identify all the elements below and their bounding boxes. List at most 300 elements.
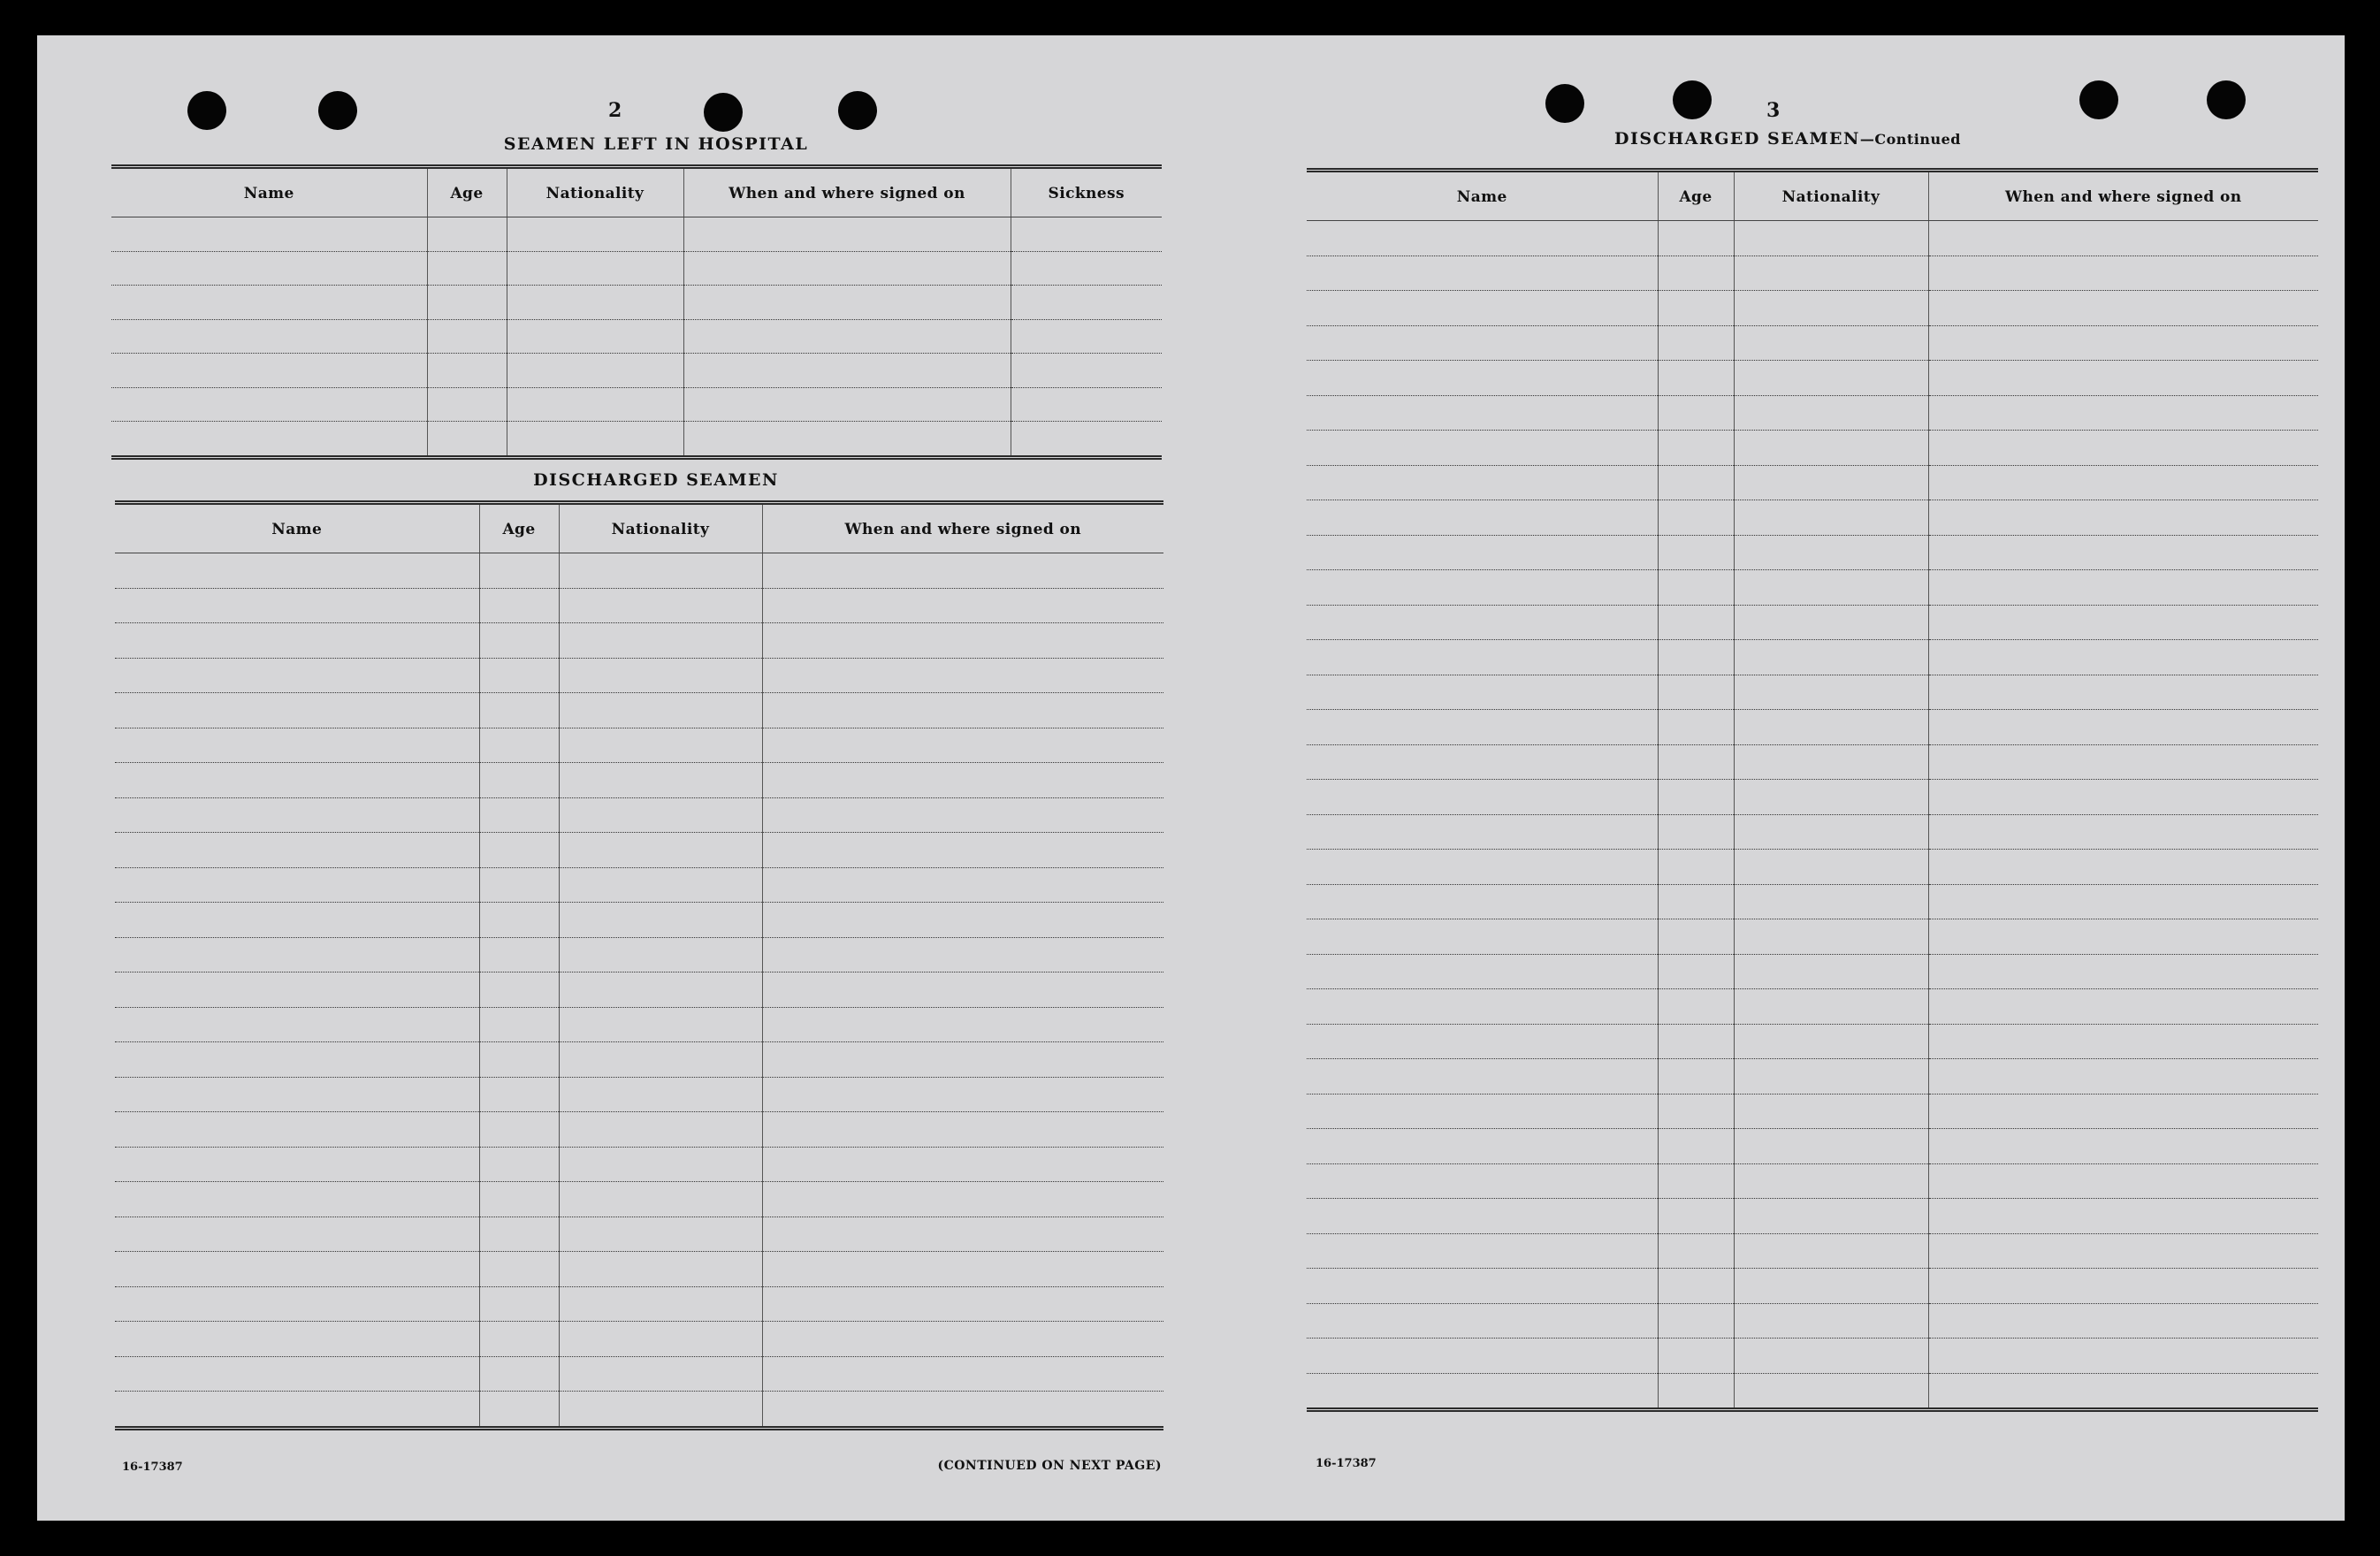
table-row	[115, 1286, 1163, 1322]
blank-cell	[1307, 1163, 1658, 1199]
blank-cell	[1658, 535, 1734, 570]
blank-cell	[479, 1286, 559, 1322]
blank-cell	[559, 903, 762, 938]
table-row	[1307, 850, 2318, 885]
blank-cell	[115, 867, 479, 903]
blank-cell	[762, 972, 1163, 1008]
blank-cell	[1307, 744, 1658, 780]
blank-cell	[1307, 1339, 1658, 1374]
blank-cell	[1928, 710, 2318, 745]
blank-cell	[1928, 1269, 2318, 1304]
table-row	[115, 588, 1163, 623]
blank-cell	[1307, 1094, 1658, 1129]
blank-cell	[1928, 1233, 2318, 1269]
blank-cell	[559, 588, 762, 623]
blank-cell	[115, 623, 479, 659]
table-row	[115, 797, 1163, 833]
blank-cell	[1307, 1129, 1658, 1164]
blank-cell	[559, 1356, 762, 1392]
blank-cell	[479, 1112, 559, 1148]
table-row	[115, 763, 1163, 798]
blank-cell	[1307, 640, 1658, 675]
table-row	[1307, 221, 2318, 256]
table-row	[115, 1392, 1163, 1429]
blank-cell	[479, 1322, 559, 1357]
blank-cell	[762, 1147, 1163, 1182]
hospital-table	[111, 164, 1162, 460]
blank-cell	[507, 319, 683, 354]
blank-cell	[1734, 780, 1928, 815]
blank-cell	[1928, 954, 2318, 989]
blank-cell	[762, 1252, 1163, 1287]
blank-cell	[111, 251, 427, 286]
blank-cell	[1307, 780, 1658, 815]
blank-cell	[427, 387, 507, 422]
blank-cell	[1658, 744, 1734, 780]
blank-cell	[1307, 361, 1658, 396]
table-row	[111, 217, 1162, 252]
blank-cell	[1928, 361, 2318, 396]
blank-cell	[115, 1392, 479, 1429]
left-page	[37, 35, 1186, 1521]
column-header-nationality: Nationality	[559, 503, 762, 553]
table-row	[115, 972, 1163, 1008]
blank-cell	[115, 728, 479, 763]
blank-cell	[427, 354, 507, 388]
blank-cell	[762, 867, 1163, 903]
table-row	[115, 937, 1163, 972]
table-row	[1307, 1373, 2318, 1410]
blank-cell	[1734, 1129, 1928, 1164]
table-row	[1307, 675, 2318, 710]
blank-cell	[1307, 465, 1658, 500]
blank-cell	[762, 1217, 1163, 1252]
table-row	[1307, 1024, 2318, 1059]
punch-hole	[1545, 84, 1584, 123]
table-row	[115, 903, 1163, 938]
discharged-continued-table	[1307, 168, 2318, 1412]
blank-cell	[762, 1112, 1163, 1148]
blank-cell	[1658, 325, 1734, 361]
table-row	[1307, 465, 2318, 500]
blank-cell	[1658, 1094, 1734, 1129]
blank-cell	[559, 728, 762, 763]
blank-cell	[1734, 1269, 1928, 1304]
blank-cell	[762, 553, 1163, 589]
blank-cell	[762, 658, 1163, 693]
blank-cell	[479, 1217, 559, 1252]
blank-cell	[1658, 1129, 1734, 1164]
blank-cell	[559, 1077, 762, 1112]
table-row	[1307, 605, 2318, 640]
blank-cell	[427, 422, 507, 458]
blank-cell	[1658, 989, 1734, 1025]
blank-cell	[1928, 1163, 2318, 1199]
blank-cell	[1928, 780, 2318, 815]
blank-cell	[1734, 884, 1928, 919]
blank-cell	[115, 553, 479, 589]
form-number: 16-17387	[122, 1461, 183, 1474]
blank-cell	[479, 1252, 559, 1287]
blank-cell	[479, 1042, 559, 1078]
blank-cell	[1734, 465, 1928, 500]
blank-cell	[1928, 989, 2318, 1025]
discharged-table-body	[115, 553, 1163, 1429]
blank-cell	[1307, 1373, 1658, 1410]
blank-cell	[479, 1007, 559, 1042]
table-row	[1307, 1233, 2318, 1269]
blank-cell	[1307, 884, 1658, 919]
blank-cell	[1928, 1373, 2318, 1410]
page-number: 2	[608, 99, 622, 122]
blank-cell	[507, 251, 683, 286]
blank-cell	[1658, 395, 1734, 431]
column-header-age: Age	[1658, 171, 1734, 221]
column-header-nationality: Nationality	[1734, 171, 1928, 221]
table-row	[1307, 1269, 2318, 1304]
blank-cell	[559, 833, 762, 868]
blank-cell	[559, 1252, 762, 1287]
blank-cell	[1928, 221, 2318, 256]
table-row	[1307, 710, 2318, 745]
blank-cell	[559, 623, 762, 659]
blank-cell	[683, 319, 1011, 354]
blank-cell	[1928, 1024, 2318, 1059]
discharged-continued-table-body	[1307, 221, 2318, 1410]
blank-cell	[1307, 221, 1658, 256]
table-row	[115, 1007, 1163, 1042]
blank-cell	[1734, 1373, 1928, 1410]
blank-cell	[1658, 884, 1734, 919]
blank-cell	[115, 903, 479, 938]
blank-cell	[1307, 1233, 1658, 1269]
column-header-age: Age	[427, 167, 507, 217]
blank-cell	[1307, 431, 1658, 466]
blank-cell	[115, 937, 479, 972]
blank-cell	[1734, 325, 1928, 361]
table-row	[115, 867, 1163, 903]
blank-cell	[1734, 744, 1928, 780]
blank-cell	[1307, 325, 1658, 361]
blank-cell	[507, 217, 683, 252]
blank-cell	[479, 1182, 559, 1217]
blank-cell	[1658, 710, 1734, 745]
blank-cell	[1928, 325, 2318, 361]
blank-cell	[507, 422, 683, 458]
blank-cell	[559, 1322, 762, 1357]
blank-cell	[559, 1007, 762, 1042]
table-row	[1307, 640, 2318, 675]
scanned-sheet	[37, 35, 2345, 1521]
table-row	[1307, 814, 2318, 850]
table-row	[115, 693, 1163, 728]
blank-cell	[559, 1286, 762, 1322]
blank-cell	[1928, 675, 2318, 710]
blank-cell	[1307, 850, 1658, 885]
blank-cell	[762, 1007, 1163, 1042]
blank-cell	[1928, 570, 2318, 606]
table-row	[1307, 256, 2318, 291]
blank-cell	[479, 623, 559, 659]
blank-cell	[115, 1147, 479, 1182]
blank-cell	[427, 286, 507, 320]
blank-cell	[1011, 251, 1162, 286]
column-header-name: Name	[1307, 171, 1658, 221]
punch-hole	[838, 91, 877, 130]
blank-cell	[762, 1077, 1163, 1112]
table-row	[115, 1356, 1163, 1392]
blank-cell	[1734, 535, 1928, 570]
blank-cell	[111, 319, 427, 354]
blank-cell	[1928, 850, 2318, 885]
blank-cell	[1928, 744, 2318, 780]
table-row	[115, 1147, 1163, 1182]
blank-cell	[1307, 1024, 1658, 1059]
table-row	[115, 1182, 1163, 1217]
blank-cell	[115, 797, 479, 833]
blank-cell	[1011, 422, 1162, 458]
blank-cell	[683, 387, 1011, 422]
blank-cell	[1734, 570, 1928, 606]
column-header-sickness: Sickness	[1011, 167, 1162, 217]
blank-cell	[1928, 465, 2318, 500]
blank-cell	[762, 728, 1163, 763]
blank-cell	[1307, 256, 1658, 291]
blank-cell	[559, 1182, 762, 1217]
blank-cell	[683, 286, 1011, 320]
section-title-suffix: —Continued	[1859, 131, 1961, 148]
blank-cell	[1658, 1373, 1734, 1410]
blank-cell	[115, 658, 479, 693]
blank-cell	[1734, 1303, 1928, 1339]
blank-cell	[479, 972, 559, 1008]
blank-cell	[1928, 814, 2318, 850]
blank-cell	[111, 286, 427, 320]
blank-cell	[1658, 1163, 1734, 1199]
blank-cell	[1307, 291, 1658, 326]
table-row	[115, 658, 1163, 693]
blank-cell	[1307, 1199, 1658, 1234]
blank-cell	[479, 1077, 559, 1112]
blank-cell	[1658, 361, 1734, 396]
blank-cell	[1928, 431, 2318, 466]
blank-cell	[1928, 535, 2318, 570]
table-row	[1307, 1059, 2318, 1095]
table-row	[1307, 570, 2318, 606]
blank-cell	[479, 728, 559, 763]
column-header-signed-on: When and where signed on	[683, 167, 1011, 217]
blank-cell	[1734, 1339, 1928, 1374]
blank-cell	[1734, 395, 1928, 431]
blank-cell	[762, 588, 1163, 623]
blank-cell	[115, 972, 479, 1008]
blank-cell	[1734, 1059, 1928, 1095]
blank-cell	[683, 354, 1011, 388]
blank-cell	[559, 1147, 762, 1182]
blank-cell	[1307, 605, 1658, 640]
blank-cell	[1658, 1199, 1734, 1234]
blank-cell	[762, 833, 1163, 868]
column-header-signed-on: When and where signed on	[1928, 171, 2318, 221]
punch-hole	[2207, 80, 2246, 119]
discharged-section-title: DISCHARGED SEAMEN	[533, 470, 779, 490]
blank-cell	[1928, 884, 2318, 919]
table-row	[1307, 1129, 2318, 1164]
blank-cell	[507, 387, 683, 422]
blank-cell	[1928, 640, 2318, 675]
blank-cell	[683, 251, 1011, 286]
blank-cell	[1307, 535, 1658, 570]
blank-cell	[507, 354, 683, 388]
blank-cell	[1658, 954, 1734, 989]
blank-cell	[115, 1112, 479, 1148]
blank-cell	[1928, 1129, 2318, 1164]
blank-cell	[1928, 605, 2318, 640]
page-number: 3	[1766, 99, 1781, 122]
blank-cell	[1734, 361, 1928, 396]
blank-cell	[1658, 780, 1734, 815]
table-row	[1307, 1094, 2318, 1129]
blank-cell	[479, 903, 559, 938]
column-header-nationality: Nationality	[507, 167, 683, 217]
blank-cell	[479, 693, 559, 728]
blank-cell	[1011, 387, 1162, 422]
blank-cell	[1734, 500, 1928, 536]
blank-cell	[559, 763, 762, 798]
blank-cell	[1307, 1303, 1658, 1339]
punch-hole	[704, 93, 743, 132]
blank-cell	[1658, 465, 1734, 500]
blank-cell	[1658, 1024, 1734, 1059]
blank-cell	[1011, 354, 1162, 388]
table-row	[1307, 361, 2318, 396]
table-row	[1307, 1303, 2318, 1339]
column-header-signed-on: When and where signed on	[762, 503, 1163, 553]
table-row	[1307, 954, 2318, 989]
blank-cell	[1734, 640, 1928, 675]
blank-cell	[111, 354, 427, 388]
table-header-row	[111, 167, 1162, 217]
blank-cell	[1658, 1059, 1734, 1095]
discharged-table	[115, 500, 1163, 1430]
blank-cell	[1307, 395, 1658, 431]
blank-cell	[1734, 1163, 1928, 1199]
table-row	[1307, 325, 2318, 361]
blank-cell	[115, 1007, 479, 1042]
blank-cell	[1734, 1199, 1928, 1234]
blank-cell	[1307, 1059, 1658, 1095]
blank-cell	[1928, 1059, 2318, 1095]
blank-cell	[762, 623, 1163, 659]
blank-cell	[1307, 989, 1658, 1025]
blank-cell	[479, 833, 559, 868]
blank-cell	[111, 217, 427, 252]
table-row	[115, 623, 1163, 659]
blank-cell	[1734, 605, 1928, 640]
blank-cell	[559, 1392, 762, 1429]
column-header-age: Age	[479, 503, 559, 553]
blank-cell	[479, 1356, 559, 1392]
blank-cell	[762, 1042, 1163, 1078]
blank-cell	[1658, 1303, 1734, 1339]
punch-hole	[187, 91, 226, 130]
table-row	[115, 728, 1163, 763]
blank-cell	[1734, 256, 1928, 291]
blank-cell	[762, 1322, 1163, 1357]
blank-cell	[1734, 919, 1928, 955]
blank-cell	[115, 1182, 479, 1217]
blank-cell	[1734, 989, 1928, 1025]
blank-cell	[479, 1147, 559, 1182]
table-row	[115, 553, 1163, 589]
table-row	[1307, 291, 2318, 326]
blank-cell	[115, 1322, 479, 1357]
blank-cell	[762, 1286, 1163, 1322]
blank-cell	[1734, 954, 1928, 989]
blank-cell	[1307, 919, 1658, 955]
blank-cell	[1658, 256, 1734, 291]
blank-cell	[1658, 675, 1734, 710]
blank-cell	[762, 797, 1163, 833]
blank-cell	[427, 319, 507, 354]
blank-cell	[115, 1077, 479, 1112]
blank-cell	[1011, 217, 1162, 252]
blank-cell	[479, 937, 559, 972]
blank-cell	[1658, 850, 1734, 885]
blank-cell	[559, 1217, 762, 1252]
table-row	[115, 833, 1163, 868]
table-row	[1307, 744, 2318, 780]
table-row	[1307, 431, 2318, 466]
blank-cell	[1928, 1339, 2318, 1374]
blank-cell	[1658, 1233, 1734, 1269]
blank-cell	[683, 422, 1011, 458]
blank-cell	[115, 1042, 479, 1078]
table-row	[1307, 884, 2318, 919]
blank-cell	[1307, 710, 1658, 745]
blank-cell	[111, 387, 427, 422]
blank-cell	[1011, 319, 1162, 354]
blank-cell	[1928, 500, 2318, 536]
blank-cell	[479, 658, 559, 693]
column-header-name: Name	[115, 503, 479, 553]
table-row	[1307, 1339, 2318, 1374]
continued-note: (CONTINUED ON NEXT PAGE)	[937, 1459, 1162, 1473]
blank-cell	[115, 1286, 479, 1322]
table-row	[1307, 919, 2318, 955]
table-row	[111, 422, 1162, 458]
blank-cell	[1928, 1199, 2318, 1234]
blank-cell	[1658, 605, 1734, 640]
blank-cell	[1658, 500, 1734, 536]
blank-cell	[115, 1356, 479, 1392]
blank-cell	[1928, 256, 2318, 291]
blank-cell	[1658, 640, 1734, 675]
hospital-table-body	[111, 217, 1162, 458]
blank-cell	[1658, 291, 1734, 326]
blank-cell	[1734, 814, 1928, 850]
blank-cell	[479, 588, 559, 623]
blank-cell	[1658, 1339, 1734, 1374]
blank-cell	[559, 867, 762, 903]
blank-cell	[115, 1217, 479, 1252]
discharged-continued-section-title	[1531, 129, 2044, 149]
column-header-name: Name	[111, 167, 427, 217]
blank-cell	[762, 903, 1163, 938]
blank-cell	[762, 1392, 1163, 1429]
blank-cell	[1307, 675, 1658, 710]
blank-cell	[762, 1182, 1163, 1217]
